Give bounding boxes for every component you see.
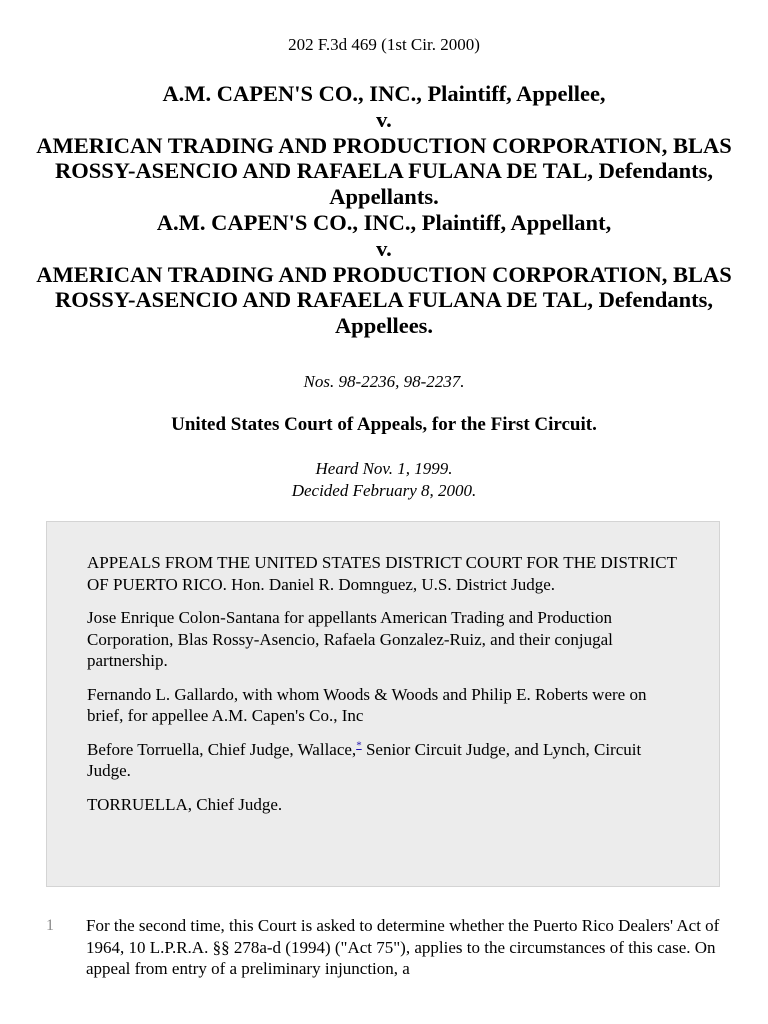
caption-line: A.M. CAPEN'S CO., INC., Plaintiff, Appellant, [156, 209, 612, 235]
footnote-link[interactable]: * [356, 738, 362, 751]
caption-line: AMERICAN TRADING AND PRODUCTION CORPORATION, BLAS ROSSY-ASENCIO AND RAFAELA FULANA DE TAL, Defendants, Appellants. [36, 132, 732, 210]
case-citation: 202 F.3d 469 (1st Cir. 2000) [288, 35, 480, 54]
counsel-appellee: Fernando L. Gallardo, with whom Woods & Woods and Philip E. Roberts were on brief, for appellee A.M. Capen's Co., Inc [87, 684, 647, 725]
caption-line: A.M. CAPEN'S CO., INC., Plaintiff, Appellee, [162, 81, 606, 106]
case-caption [30, 81, 738, 339]
opinion-paragraph [46, 915, 720, 980]
appeals-from: APPEALS FROM THE UNITED STATES DISTRICT COURT FOR THE DISTRICT OF PUERTO RICO. Hon. Daniel R. Domnguez, U.S. District Judge. [87, 553, 677, 594]
counsel-appellants: Jose Enrique Colon-Santana for appellants American Trading and Production Corporation, Blas Rossy-Asencio, Rafaela Gonzalez-Ruiz, and their conjugal partnership. [87, 608, 613, 670]
opinion-author: TORRUELLA, Chief Judge. [87, 794, 283, 814]
paragraph-number: 1 [46, 917, 54, 934]
panel-judges [87, 739, 679, 782]
panel-after-text: Senior Circuit Judge, and Lynch, Circuit Judge. [87, 739, 642, 780]
caption-line: AMERICAN TRADING AND PRODUCTION CORPORATION, BLAS ROSSY-ASENCIO AND RAFAELA FULANA DE TAL, Defendants, Appellees. [36, 261, 732, 339]
docket-numbers: Nos. 98-2236, 98-2237. [303, 372, 465, 391]
court-name: United States Court of Appeals, for the First Circuit. [171, 414, 597, 435]
paragraph-text: For the second time, this Court is asked to determine whether the Puerto Rico Dealers' Act of 1964, 10 L.P.R.A. §§ 278a-d (1994) ("Act 75"), applies to the circumstances of this case. On appeal from entry of a preliminary injunction, a [86, 916, 720, 978]
caption-line: v. [376, 235, 392, 261]
decided-date: Decided February 8, 2000. [291, 481, 477, 500]
panel-before-text: Before Torruella, Chief Judge, Wallace, [87, 739, 357, 759]
case-info-box [46, 521, 720, 887]
heard-date: Heard Nov. 1, 1999. [315, 459, 453, 478]
caption-line: v. [376, 106, 392, 132]
case-dates [0, 458, 768, 502]
